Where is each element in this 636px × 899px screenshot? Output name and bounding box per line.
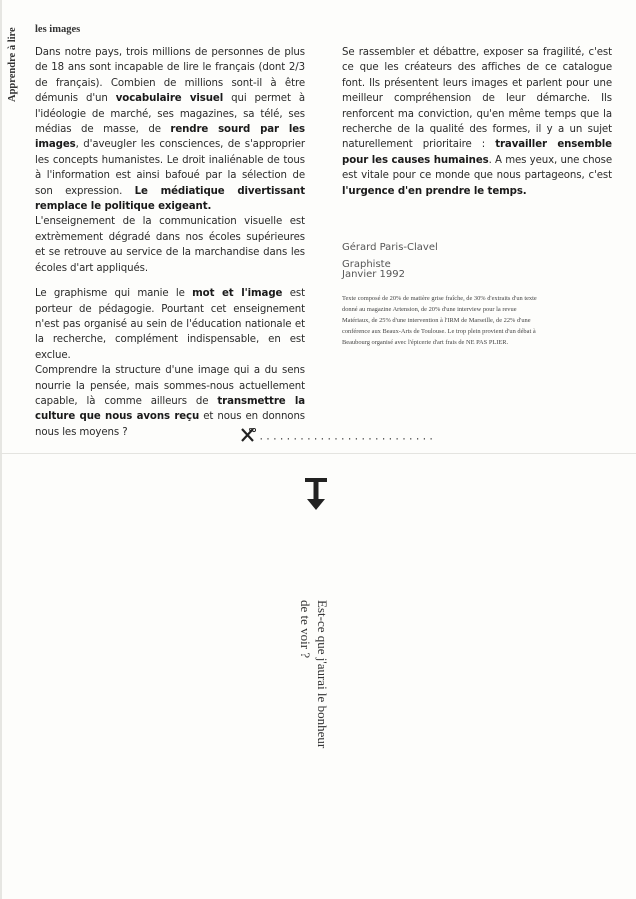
emphasis-text: travailler ensemble pour les causes humaines — [342, 139, 612, 166]
paragraph — [35, 286, 305, 363]
emphasis-text: l'urgence d'en prendre le temps. — [342, 185, 527, 197]
emphasis-text: vocabulaire visuel — [115, 93, 224, 105]
text-run: Comprendre la structure d'une image qui a du sens nourrie la pensée, mais sommes-nous actuellement capable, là comme ailleurs de — [35, 365, 305, 407]
emphasis-text: transmettre la culture que nous avons reçu — [35, 395, 305, 423]
page-edge — [0, 0, 2, 899]
section-label: Apprendre à lire — [7, 27, 18, 102]
dotted-line: ·························· — [259, 432, 437, 446]
cut-line — [240, 428, 436, 446]
text-run: qui permet à l'idéologie de marché, ses magazines, sa télé, ses médias de masse, de — [35, 93, 305, 136]
text-run: . A mes yeux, une chose est vitale pour ce monde que nous partageons, c'est — [342, 154, 612, 182]
emphasis-text: mot et l'image — [192, 288, 283, 300]
right-column — [342, 45, 612, 199]
left-column — [35, 45, 305, 440]
signature-name: Gérard Paris-Clavel — [342, 242, 438, 253]
text-run: est porteur de pédagogie. Pourtant cet enseignement n'est pas organisé au sein de l'éducation nationale et la recherche, complément indispensable, en est exclue. — [35, 288, 305, 361]
emphasis-text: Le médiatique divertissant remplace le politique exigeant. — [35, 185, 305, 213]
text-run: et nous en donnons nous les moyens ? — [35, 411, 306, 438]
text-run: Le graphisme qui manie le — [35, 288, 193, 300]
paragraph — [35, 214, 305, 276]
arrow-down-icon — [304, 478, 328, 516]
composition-note: Texte composé de 20% de matière grise fraîche, de 30% d'extraits d'un texte donné au magazine Artension, de 20% d'une interview pour la revue Matériaux, de 25% d'une intervention à l'IRM de Marseille, de 22% d'une conférence aux Beaux-Arts de Toulouse. Le trop plein provient d'un débat à Beaubourg organisé avec l'épicerie d'art frais de NE PAS PLIER. — [342, 295, 537, 346]
paragraph — [342, 45, 612, 199]
fold-line — [0, 453, 636, 454]
scissors-icon — [240, 432, 260, 445]
emphasis-text: rendre sourd par les images — [35, 124, 306, 151]
text-run: Dans notre pays, trois millions de personnes de plus de 18 ans sont incapable de lire le français (dont 2/3 de français). Combien de millions sont-il à être démunis d'un — [35, 47, 305, 105]
heading: les images — [35, 24, 81, 35]
text-run: Se rassembler et débattre, exposer sa fragilité, c'est ce que les créateurs des affiches de ce catalogue font. Ils présentent leurs images et parlent pour une meilleur compréhension de leur démarche. Ils renforcent ma conviction, qu'en même temps que la recherche de la qualité des formes, il y a un sujet naturellement prioritaire : — [342, 47, 612, 151]
question-text — [297, 600, 331, 770]
text-run: L'enseignement de la communication visuelle est extrèmement dégradé dans nos écoles supérieures et se retrouve au service de la marchandise dans les écoles d'art appliqués. — [35, 216, 305, 274]
signature-role: Graphiste — [342, 259, 391, 270]
signature-date: Janvier 1992 — [342, 269, 406, 280]
question-line-2: de te voir ? — [298, 600, 313, 659]
paragraph — [35, 45, 305, 214]
text-run: , d'aveugler les consciences, de s'approprier les concepts humanistes. Le droit inaliénable de tous à l'information est ainsi bafoué par la sélection de son expression. — [35, 139, 305, 197]
question-line-1: Est-ce que j'aurai le bonheur — [315, 600, 330, 749]
